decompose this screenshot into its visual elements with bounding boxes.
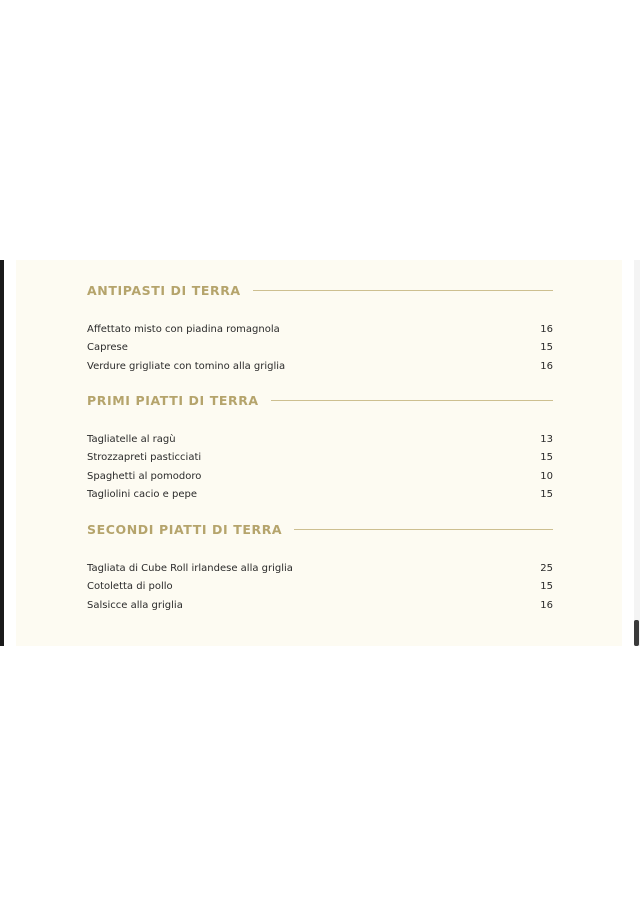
scrollbar-track[interactable] bbox=[634, 260, 640, 646]
section-primi bbox=[87, 390, 553, 504]
menu-item bbox=[87, 320, 553, 339]
item-price: 16 bbox=[540, 599, 553, 611]
menu-item bbox=[87, 339, 553, 358]
section-divider bbox=[253, 290, 553, 291]
menu-items bbox=[87, 559, 553, 615]
menu-item bbox=[87, 430, 553, 449]
item-name: Cotoletta di pollo bbox=[87, 581, 173, 593]
menu-item bbox=[87, 486, 553, 505]
item-price: 16 bbox=[540, 360, 553, 372]
item-name: Affettato misto con piadina romagnola bbox=[87, 323, 280, 335]
item-price: 15 bbox=[540, 489, 553, 501]
section-header bbox=[87, 280, 553, 300]
section-title: PRIMI PIATTI DI TERRA bbox=[87, 392, 259, 408]
menu-item bbox=[87, 559, 553, 578]
section-divider bbox=[294, 529, 553, 530]
item-price: 25 bbox=[540, 562, 553, 574]
item-name: Tagliata di Cube Roll irlandese alla griglia bbox=[87, 562, 293, 574]
scrollbar-thumb[interactable] bbox=[634, 620, 639, 646]
section-title: ANTIPASTI DI TERRA bbox=[87, 282, 241, 298]
menu-item bbox=[87, 467, 553, 486]
item-name: Salsicce alla griglia bbox=[87, 599, 183, 611]
section-secondi bbox=[87, 519, 553, 615]
left-edge-bar bbox=[0, 260, 4, 646]
item-name: Strozzapreti pasticciati bbox=[87, 452, 202, 464]
menu-items bbox=[87, 320, 553, 376]
menu-item bbox=[87, 578, 553, 597]
section-antipasti bbox=[87, 280, 553, 376]
item-name: Tagliolini cacio e pepe bbox=[87, 489, 197, 501]
item-name: Verdure grigliate con tomino alla griglia bbox=[87, 360, 286, 372]
section-header bbox=[87, 519, 553, 539]
item-price: 15 bbox=[540, 581, 553, 593]
menu-item bbox=[87, 449, 553, 468]
menu-items bbox=[87, 430, 553, 504]
item-name: Tagliatelle al ragù bbox=[87, 433, 176, 445]
menu-panel bbox=[16, 260, 622, 646]
item-price: 15 bbox=[540, 342, 553, 354]
menu-item bbox=[87, 357, 553, 376]
section-header bbox=[87, 390, 553, 410]
item-price: 10 bbox=[540, 470, 553, 482]
section-divider bbox=[271, 400, 553, 401]
item-price: 16 bbox=[540, 323, 553, 335]
item-price: 13 bbox=[540, 433, 553, 445]
section-title: SECONDI PIATTI DI TERRA bbox=[87, 521, 283, 537]
menu-item bbox=[87, 596, 553, 615]
item-name: Spaghetti al pomodoro bbox=[87, 470, 202, 482]
item-name: Caprese bbox=[87, 342, 128, 354]
item-price: 15 bbox=[540, 452, 553, 464]
